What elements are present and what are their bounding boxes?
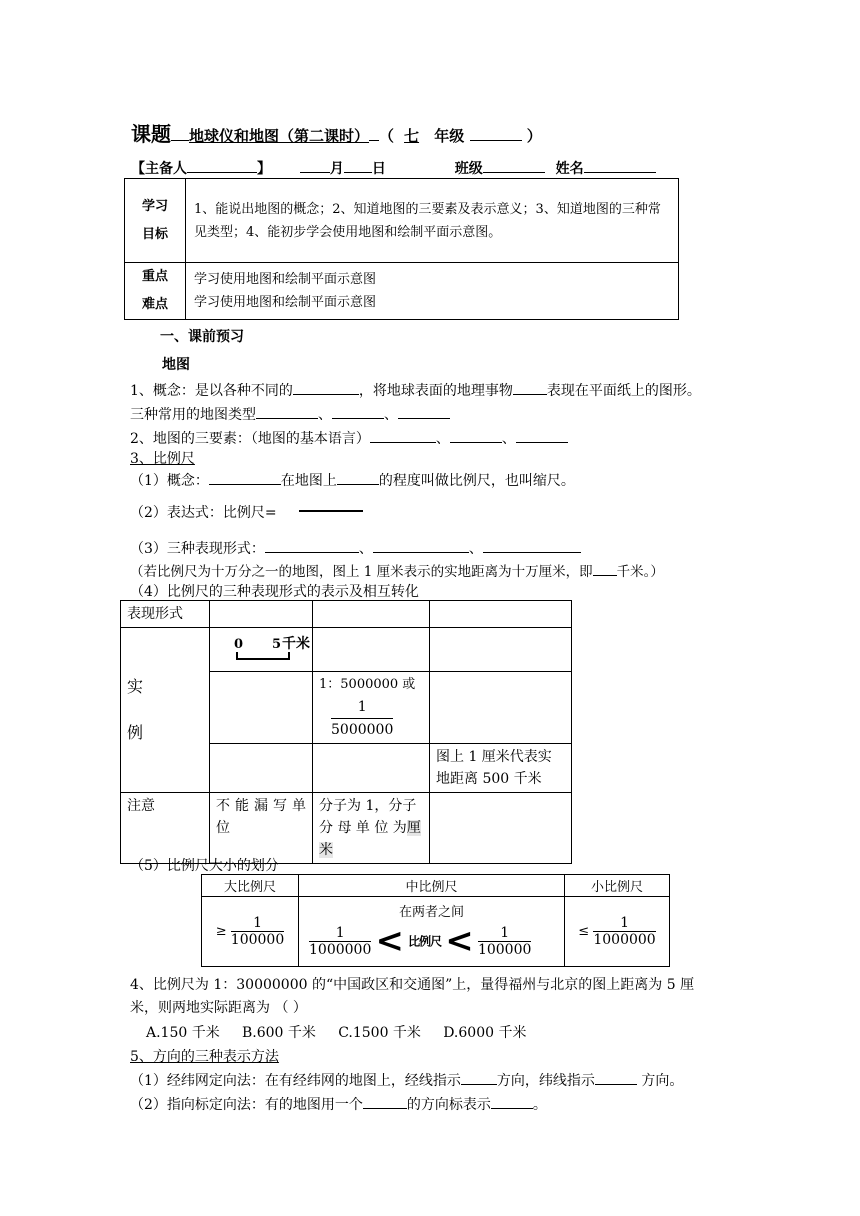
section-sub: 地图 [162, 357, 190, 373]
question-2: 2、地图的三要素：（地图的基本语言） 、 、 [130, 428, 568, 448]
question-1: 1、概念：是以各种不同的 ，将地球表面的地理事物 表现在平面纸上的图形。 [130, 380, 701, 400]
key-points-text: 学习使用地图和绘制平面示意图 学习使用地图和绘制平面示意图 [186, 263, 679, 320]
note-unit: 不 能 漏 写 单 位 [210, 793, 313, 864]
preparer-blank[interactable] [187, 158, 257, 173]
page-title: 课题 地球仪和地图（第二课时） （ 七 年级 ） [131, 122, 542, 146]
preparer-line: 【主备人 】 月 日 班级 姓名 [131, 158, 656, 178]
question-3-4: （4）比例尺的三种表现形式的表示及相互转化 [130, 584, 419, 600]
goals-text: 1、能说出地图的概念；2、知道地图的三要素及表示意义；3、知道地图的三种常见类型；4、能初步学会使用地图和绘制平面示意图。 [186, 179, 679, 263]
blank[interactable] [461, 1070, 497, 1085]
question-1-types: 三种常用的地图类型 、 、 [130, 404, 450, 424]
month-blank[interactable] [300, 158, 330, 173]
name-blank[interactable] [584, 158, 656, 173]
scale-fraction: $\frac{1}{5000000}$ [331, 696, 393, 741]
big-scale-header: 大比例尺 [202, 875, 299, 897]
note-fraction: 分子为 1，分子分 母 单 位 为厘 米 [313, 793, 430, 864]
question-5-heading: 5、方向的三种表示方法 [130, 1049, 279, 1065]
question-5-1: （1）经纬网定向法：在有经纬网的地图上，经线指示 方向，纬线指示 方向。 [130, 1070, 683, 1090]
note-label: 注意 [121, 793, 210, 864]
blank[interactable] [398, 404, 450, 419]
scale-forms-table [120, 600, 572, 864]
goals-table [124, 178, 679, 320]
goals-label: 学习 目标 [125, 179, 186, 263]
scale-bar-cell [210, 628, 313, 672]
question-5-2: （2）指向标定向法：有的地图用一个 的方向标表示 。 [130, 1094, 547, 1114]
grade-blank[interactable] [470, 126, 522, 141]
blank[interactable] [293, 380, 359, 395]
blank[interactable] [595, 1070, 637, 1085]
blank[interactable] [209, 470, 281, 485]
mid-scale-header: 中比例尺 [299, 875, 565, 897]
text-scale-cell: 图上 1 厘米代表实地距离 500 千米 [430, 744, 572, 793]
blank[interactable] [256, 404, 318, 419]
section-heading: 一、课前预习 [160, 329, 244, 345]
numeric-scale-cell: 1：5000000 或 $\frac{1}{5000000}$ [313, 672, 430, 744]
blank[interactable] [516, 428, 568, 443]
mid-scale-cell: 在两者之间 $\frac{1}{1000000}$ < 比例尺 < $\frac{1}{100000}$ [299, 897, 565, 967]
question-4-line1: 4、比例尺为 1：30000000 的“中国政区和交通图”上，量得福州与北京的图上距离为 5 厘 [130, 977, 695, 993]
small-scale-cell: ≤ $\frac{1}{1000000}$ [565, 897, 670, 967]
example-label: 实 例 [121, 628, 210, 793]
header-cell: 表现形式 [121, 601, 210, 628]
blank[interactable] [332, 404, 384, 419]
scale-size-table [201, 874, 670, 967]
question-3-heading: 3、比例尺 [130, 451, 195, 467]
small-scale-header: 小比例尺 [565, 875, 670, 897]
question-3-1: （1）概念： 在地图上 的程度叫做比例尺，也叫缩尺。 [130, 470, 575, 490]
key-points-label: 重点 难点 [125, 263, 186, 320]
blank[interactable] [363, 1094, 407, 1109]
question-3-5: （5）比例尺大小的划分 [130, 858, 279, 874]
blank[interactable] [337, 470, 379, 485]
question-3-3-note: （若比例尺为十万分之一的地图，图上 1 厘米表示的实地距离为十万厘米，即 千米。） [130, 560, 664, 580]
question-4-options [146, 1022, 526, 1042]
question-3-3: （3）三种表现形式： 、 、 [130, 538, 581, 558]
option-c[interactable]: C.1500 千米 [338, 1025, 421, 1041]
option-b[interactable]: B.600 千米 [242, 1025, 316, 1041]
blank[interactable] [450, 428, 502, 443]
fraction-line [299, 510, 363, 512]
blank[interactable] [513, 380, 547, 395]
blank[interactable] [593, 561, 617, 576]
big-scale-cell: ≥ $\frac{1}{100000}$ [202, 897, 299, 967]
question-3-2: （2）表达式：比例尺= [130, 505, 277, 521]
option-a[interactable]: A.150 千米 [146, 1025, 220, 1041]
class-blank[interactable] [483, 158, 545, 173]
day-blank[interactable] [344, 158, 372, 173]
option-d[interactable]: D.6000 千米 [443, 1025, 527, 1041]
question-4-line2: 米，则两地实际距离为 （ ） [130, 1000, 307, 1016]
blank[interactable] [373, 538, 469, 553]
blank[interactable] [491, 1094, 533, 1109]
blank[interactable] [370, 428, 436, 443]
blank[interactable] [483, 538, 581, 553]
blank[interactable] [265, 538, 359, 553]
scale-bar: 0 5 千米 [234, 634, 334, 664]
